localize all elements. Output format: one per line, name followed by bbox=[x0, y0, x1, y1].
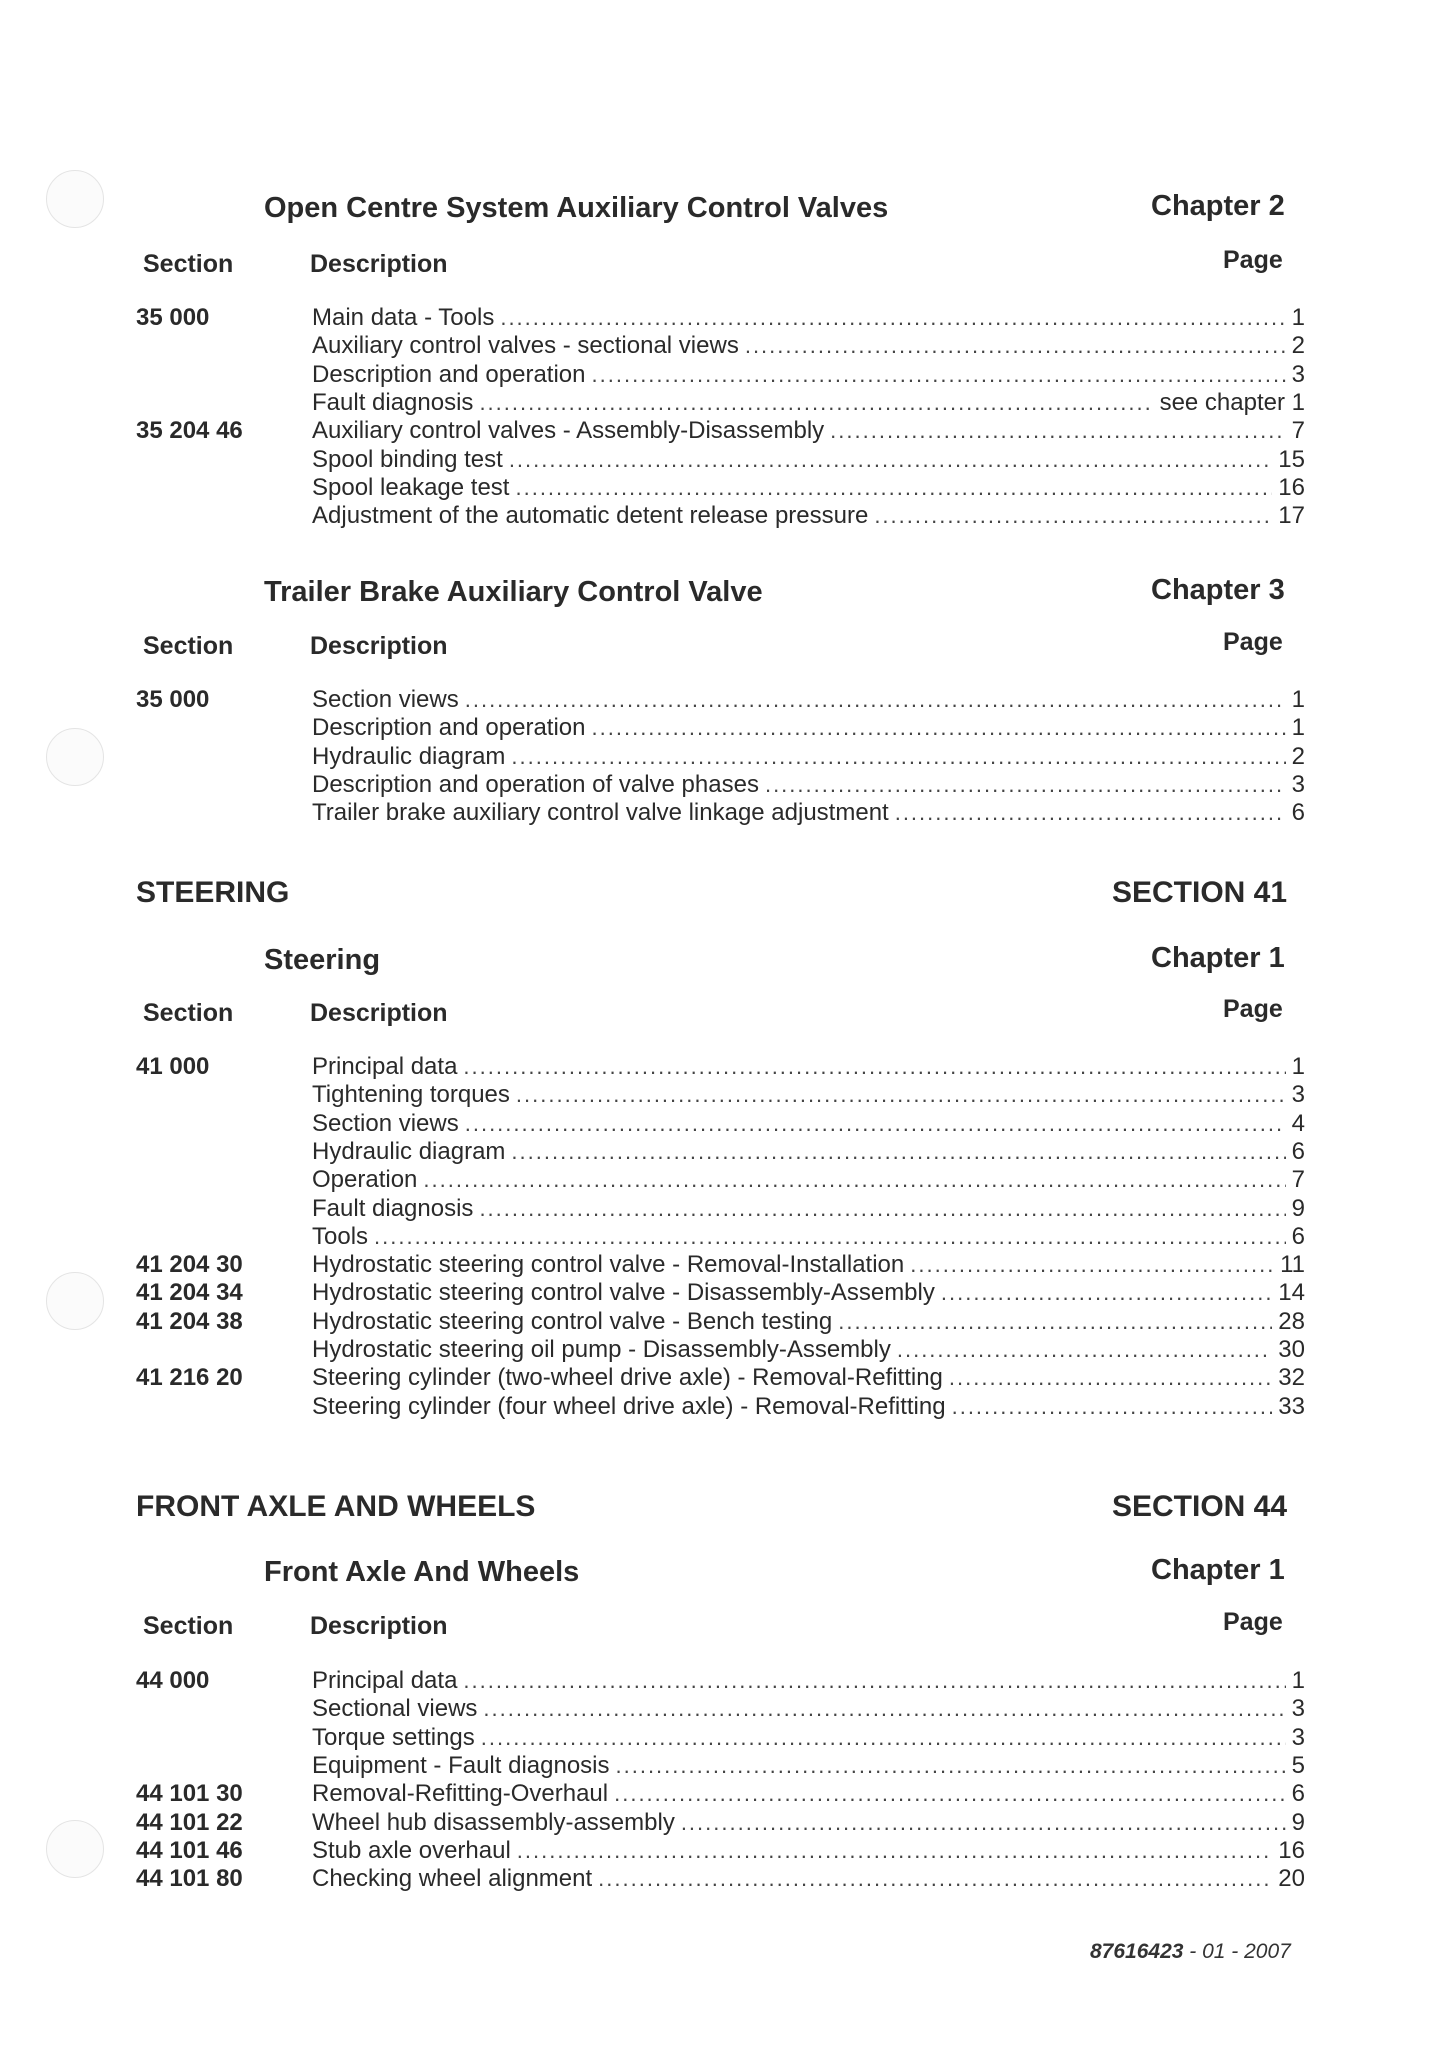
column-header-page: Page bbox=[1223, 246, 1283, 274]
section-name: FRONT AXLE AND WHEELS bbox=[136, 1490, 536, 1523]
entry-description: Hydraulic diagram bbox=[312, 1137, 506, 1165]
entry-page: 2 bbox=[1291, 742, 1305, 770]
entry-page: 14 bbox=[1278, 1279, 1305, 1307]
dot-leader bbox=[465, 1110, 1286, 1138]
chapter-number: Chapter 1 bbox=[1151, 942, 1285, 974]
document-revision: - 01 - 2007 bbox=[1183, 1940, 1291, 1963]
dot-leader bbox=[515, 474, 1272, 502]
toc-row bbox=[0, 1809, 1447, 1837]
section-name: STEERING bbox=[136, 876, 290, 909]
entry-page: 6 bbox=[1291, 1137, 1305, 1165]
toc-entry bbox=[312, 1780, 1305, 1808]
entry-description: Hydraulic diagram bbox=[312, 742, 506, 770]
entry-page: 32 bbox=[1278, 1364, 1305, 1392]
entry-description: Tightening torques bbox=[312, 1081, 510, 1109]
toc-entry bbox=[312, 1308, 1305, 1336]
chapter-title: Steering bbox=[264, 944, 381, 976]
chapter-number: Chapter 1 bbox=[1151, 1554, 1285, 1586]
toc-entry bbox=[312, 1837, 1305, 1865]
entry-description: Section views bbox=[312, 686, 459, 713]
dot-leader bbox=[500, 304, 1285, 332]
dot-leader bbox=[465, 686, 1286, 714]
entry-description: Spool binding test bbox=[312, 445, 503, 473]
entry-page: 3 bbox=[1291, 360, 1305, 388]
section-code: 41 216 20 bbox=[136, 1364, 243, 1392]
dot-leader bbox=[598, 1865, 1272, 1893]
entry-description: Equipment - Fault diagnosis bbox=[312, 1751, 610, 1779]
entry-description: Removal-Refitting-Overhaul bbox=[312, 1780, 609, 1808]
entry-description: Stub axle overhaul bbox=[312, 1836, 511, 1864]
entry-description: Principal data bbox=[312, 1053, 458, 1080]
toc-entry bbox=[312, 1809, 1305, 1837]
entry-page: see chapter 1 bbox=[1159, 388, 1305, 416]
toc-entry bbox=[312, 771, 1305, 799]
toc-entry bbox=[312, 1364, 1305, 1392]
dot-leader bbox=[479, 389, 1153, 417]
entry-description: Auxiliary control valves - sectional views bbox=[312, 332, 739, 360]
chapter-number: Chapter 3 bbox=[1151, 574, 1285, 606]
entry-page: 2 bbox=[1291, 332, 1305, 360]
toc-row bbox=[0, 474, 1447, 502]
dot-leader bbox=[874, 502, 1272, 530]
entry-page: 11 bbox=[1280, 1251, 1305, 1279]
entry-description: Hydrostatic steering control valve - Disassembly-Assembly bbox=[312, 1279, 935, 1307]
toc-row bbox=[0, 446, 1447, 474]
dot-leader bbox=[616, 1752, 1286, 1780]
entry-description: Spool leakage test bbox=[312, 473, 510, 501]
entry-page: 33 bbox=[1278, 1392, 1305, 1420]
toc-row bbox=[0, 1081, 1447, 1109]
dot-leader bbox=[374, 1223, 1286, 1251]
section-code: 41 204 30 bbox=[136, 1251, 243, 1279]
toc-row bbox=[0, 1393, 1447, 1421]
toc-entry bbox=[312, 1081, 1305, 1109]
toc-entry bbox=[312, 1251, 1305, 1279]
dot-leader bbox=[952, 1393, 1273, 1421]
entry-page: 1 bbox=[1291, 1053, 1305, 1080]
column-header-description: Description bbox=[310, 250, 448, 278]
entry-page: 9 bbox=[1291, 1808, 1305, 1836]
entry-description: Wheel hub disassembly-assembly bbox=[312, 1808, 675, 1836]
section-code: 41 204 34 bbox=[136, 1279, 243, 1307]
toc-entry bbox=[312, 361, 1305, 389]
toc-entry bbox=[312, 1752, 1305, 1780]
column-header-page: Page bbox=[1223, 1608, 1283, 1636]
entry-page: 16 bbox=[1278, 1836, 1305, 1864]
toc-row bbox=[0, 743, 1447, 771]
entry-description: Operation bbox=[312, 1166, 418, 1194]
column-header-description: Description bbox=[310, 999, 448, 1027]
entry-description: Steering cylinder (four wheel drive axle) - Removal-Refitting bbox=[312, 1392, 946, 1420]
toc-row bbox=[0, 714, 1447, 742]
dot-leader bbox=[517, 1837, 1273, 1865]
dot-leader bbox=[592, 714, 1286, 742]
entry-page: 3 bbox=[1291, 770, 1305, 798]
column-header-page: Page bbox=[1223, 995, 1283, 1023]
toc-entry bbox=[312, 332, 1305, 360]
entry-page: 9 bbox=[1291, 1194, 1305, 1222]
punch-hole bbox=[46, 170, 104, 228]
chapter-title: Trailer Brake Auxiliary Control Valve bbox=[264, 576, 763, 608]
dot-leader bbox=[941, 1279, 1272, 1307]
toc-row bbox=[0, 1667, 1447, 1695]
section-code: 44 101 30 bbox=[136, 1780, 243, 1808]
toc-entry bbox=[312, 1166, 1305, 1194]
column-header-description: Description bbox=[310, 1612, 448, 1640]
entry-page: 6 bbox=[1291, 799, 1305, 827]
entry-description: Fault diagnosis bbox=[312, 1194, 474, 1222]
toc-row bbox=[0, 361, 1447, 389]
toc-entry bbox=[312, 304, 1305, 332]
toc-entry bbox=[312, 1724, 1305, 1752]
toc-entry bbox=[312, 1695, 1305, 1723]
entry-description: Main data - Tools bbox=[312, 304, 495, 331]
section-code: 44 000 bbox=[136, 1667, 210, 1694]
entry-description: Hydrostatic steering control valve - Bench testing bbox=[312, 1307, 833, 1335]
dot-leader bbox=[423, 1166, 1285, 1194]
entry-description: Sectional views bbox=[312, 1695, 478, 1723]
toc-row bbox=[0, 1110, 1447, 1138]
dot-leader bbox=[479, 1195, 1285, 1223]
entry-page: 30 bbox=[1278, 1336, 1305, 1363]
toc-row bbox=[0, 1752, 1447, 1780]
toc-row bbox=[0, 1251, 1447, 1279]
dot-leader bbox=[895, 799, 1286, 827]
toc-row bbox=[0, 1865, 1447, 1893]
section-code: 41 204 38 bbox=[136, 1307, 243, 1335]
toc-entry bbox=[312, 714, 1305, 742]
entry-page: 4 bbox=[1291, 1109, 1305, 1137]
dot-leader bbox=[509, 446, 1272, 474]
toc-row bbox=[0, 1195, 1447, 1223]
dot-leader bbox=[897, 1336, 1272, 1364]
toc-row bbox=[0, 1780, 1447, 1808]
toc-row bbox=[0, 417, 1447, 445]
entry-description: Hydrostatic steering control valve - Removal-Installation bbox=[312, 1251, 905, 1279]
dot-leader bbox=[483, 1695, 1285, 1723]
column-header-section: Section bbox=[143, 250, 234, 278]
toc-row bbox=[0, 1279, 1447, 1307]
section-code: 35 204 46 bbox=[136, 417, 243, 445]
toc-entry bbox=[312, 799, 1305, 827]
toc-entry bbox=[312, 1336, 1305, 1364]
toc-row bbox=[0, 332, 1447, 360]
entry-page: 5 bbox=[1291, 1751, 1305, 1779]
entry-page: 28 bbox=[1278, 1307, 1305, 1335]
column-header-page: Page bbox=[1223, 628, 1283, 656]
toc-entry bbox=[312, 1110, 1305, 1138]
toc-row bbox=[0, 799, 1447, 827]
toc-entry bbox=[312, 474, 1305, 502]
toc-row bbox=[0, 771, 1447, 799]
dot-leader bbox=[516, 1081, 1286, 1109]
toc-row bbox=[0, 1695, 1447, 1723]
entry-page: 1 bbox=[1291, 686, 1305, 713]
entry-description: Description and operation bbox=[312, 360, 586, 388]
toc-row bbox=[0, 1724, 1447, 1752]
section-code: 35 000 bbox=[136, 304, 210, 331]
section-code: 41 000 bbox=[136, 1053, 210, 1080]
chapter-title: Open Centre System Auxiliary Control Valves bbox=[264, 192, 889, 224]
entry-description: Tools bbox=[312, 1222, 369, 1250]
toc-row bbox=[0, 304, 1447, 332]
dot-leader bbox=[745, 332, 1286, 360]
entry-description: Steering cylinder (two-wheel drive axle) - Removal-Refitting bbox=[312, 1364, 943, 1392]
entry-description: Trailer brake auxiliary control valve linkage adjustment bbox=[312, 799, 889, 827]
entry-description: Hydrostatic steering oil pump - Disassembly-Assembly bbox=[312, 1336, 891, 1363]
entry-page: 3 bbox=[1291, 1081, 1305, 1109]
entry-page: 1 bbox=[1291, 714, 1305, 742]
entry-page: 7 bbox=[1291, 417, 1305, 445]
toc-row bbox=[0, 1166, 1447, 1194]
entry-description: Description and operation bbox=[312, 714, 586, 742]
entry-page: 1 bbox=[1291, 304, 1305, 331]
toc-entry bbox=[312, 446, 1305, 474]
dot-leader bbox=[511, 1138, 1285, 1166]
dot-leader bbox=[910, 1251, 1274, 1279]
entry-description: Auxiliary control valves - Assembly-Disassembly bbox=[312, 417, 825, 445]
toc-entry bbox=[312, 1279, 1305, 1307]
entry-page: 3 bbox=[1291, 1723, 1305, 1751]
entry-description: Checking wheel alignment bbox=[312, 1865, 593, 1893]
entry-page: 15 bbox=[1278, 445, 1305, 473]
entry-description: Fault diagnosis bbox=[312, 388, 474, 416]
section-label: SECTION 44 bbox=[1112, 1490, 1288, 1523]
column-header-section: Section bbox=[143, 1612, 234, 1640]
toc-entry bbox=[312, 502, 1305, 530]
dot-leader bbox=[830, 417, 1285, 445]
entry-page: 6 bbox=[1291, 1222, 1305, 1250]
toc-entry bbox=[312, 389, 1305, 417]
dot-leader bbox=[949, 1364, 1272, 1392]
entry-description: Adjustment of the automatic detent release pressure bbox=[312, 502, 869, 530]
dot-leader bbox=[463, 1667, 1285, 1695]
toc-entry bbox=[312, 1865, 1305, 1893]
entry-page: 3 bbox=[1291, 1695, 1305, 1723]
toc-entry bbox=[312, 1053, 1305, 1081]
entry-description: Section views bbox=[312, 1109, 459, 1137]
toc-row bbox=[0, 389, 1447, 417]
entry-page: 1 bbox=[1291, 1667, 1305, 1694]
toc-entry bbox=[312, 743, 1305, 771]
entry-description: Description and operation of valve phases bbox=[312, 770, 759, 798]
toc-entry bbox=[312, 1138, 1305, 1166]
entry-page: 20 bbox=[1278, 1865, 1305, 1893]
entry-description: Torque settings bbox=[312, 1723, 475, 1751]
toc-entry bbox=[312, 1667, 1305, 1695]
dot-leader bbox=[511, 743, 1285, 771]
section-code: 35 000 bbox=[136, 686, 210, 713]
toc-row bbox=[0, 1837, 1447, 1865]
toc-entry bbox=[312, 417, 1305, 445]
section-code: 44 101 22 bbox=[136, 1808, 243, 1836]
toc-row bbox=[0, 1308, 1447, 1336]
dot-leader bbox=[481, 1724, 1286, 1752]
toc-row bbox=[0, 686, 1447, 714]
toc-entry bbox=[312, 1223, 1305, 1251]
dot-leader bbox=[765, 771, 1286, 799]
toc-entry bbox=[312, 1195, 1305, 1223]
toc-row bbox=[0, 1053, 1447, 1081]
dot-leader bbox=[592, 361, 1286, 389]
toc-row bbox=[0, 1364, 1447, 1392]
entry-page: 7 bbox=[1291, 1166, 1305, 1194]
toc-row bbox=[0, 1223, 1447, 1251]
chapter-title: Front Axle And Wheels bbox=[264, 1556, 580, 1588]
dot-leader bbox=[838, 1308, 1272, 1336]
entry-description: Principal data bbox=[312, 1667, 458, 1694]
column-header-section: Section bbox=[143, 999, 234, 1027]
dot-leader bbox=[463, 1053, 1285, 1081]
column-header-description: Description bbox=[310, 632, 448, 660]
toc-row bbox=[0, 1138, 1447, 1166]
toc-entry bbox=[312, 1393, 1305, 1421]
document-code: 87616423 bbox=[1090, 1940, 1184, 1963]
toc-row bbox=[0, 1336, 1447, 1364]
dot-leader bbox=[681, 1809, 1286, 1837]
section-code: 44 101 80 bbox=[136, 1865, 243, 1893]
section-code: 44 101 46 bbox=[136, 1836, 243, 1864]
entry-page: 6 bbox=[1291, 1780, 1305, 1808]
document-footer bbox=[1090, 1940, 1291, 1964]
section-label: SECTION 41 bbox=[1112, 876, 1288, 909]
entry-page: 16 bbox=[1278, 473, 1305, 501]
entry-page: 17 bbox=[1278, 502, 1305, 530]
toc-entry bbox=[312, 686, 1305, 714]
chapter-number: Chapter 2 bbox=[1151, 190, 1285, 222]
column-header-section: Section bbox=[143, 632, 234, 660]
toc-row bbox=[0, 502, 1447, 530]
dot-leader bbox=[614, 1780, 1286, 1808]
